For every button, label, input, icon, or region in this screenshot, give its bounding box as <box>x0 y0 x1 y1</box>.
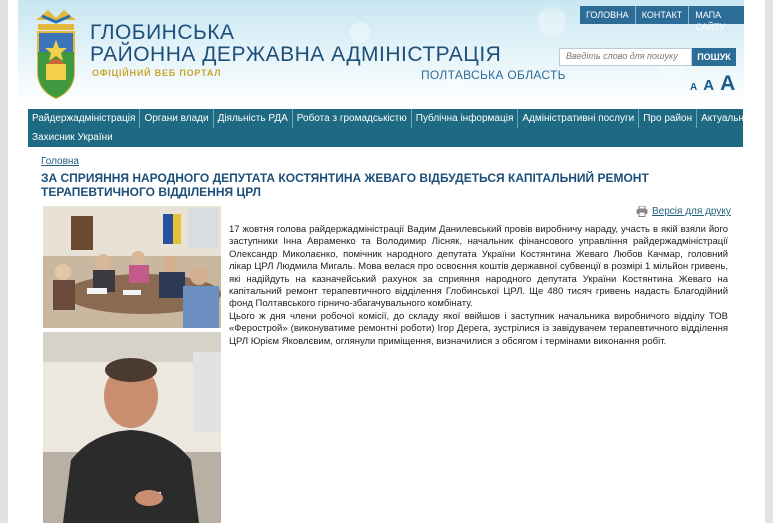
nav-row-1 <box>28 109 750 128</box>
site-title-line2: РАЙОННА ДЕРЖАВНА АДМІНІСТРАЦІЯ <box>90 43 502 66</box>
nav-item-administration[interactable]: Райдержадміністрація <box>28 109 140 128</box>
font-size-switcher <box>690 72 741 96</box>
top-link-home[interactable]: ГОЛОВНА <box>580 6 636 24</box>
nav-row-2 <box>28 128 743 147</box>
meeting-photo <box>43 206 221 328</box>
nav-item-activity[interactable]: Діяльність РДА <box>214 109 293 128</box>
portrait-photo <box>43 332 221 523</box>
article-paragraph: 17 жовтня голова райдержадміністрації Вадим Данилевський провів виробничу нараду, участь в якій взяли його заступники Інна Авраменко та Володимир Лісняк, начальник фінансового управління райдержадміністрації Олександр Миколаєнко, помічник народного депутата України Костянтина Жеваго Любов Качмар, головний лікар ЦРЛ Людмила Мигаль. Мова велася про освоєння коштів державної субвенції в розмірі 1 мільйон гривень, які надійдуть на казначейський рахунок за сприяння народного депутата України Костянтина Жеваго на капітальний ремонт терапевтичного відділення Глобинської ЦРЛ. Ще 480 тисяч гривень надасть Благодійний фонд Полтавського гірничо-збагачувального комбінату. <box>229 224 728 310</box>
printer-icon <box>636 206 648 217</box>
font-size-medium[interactable]: A <box>703 77 715 94</box>
top-link-contact[interactable]: КОНТАКТ <box>636 6 690 24</box>
breadcrumb-home[interactable]: Головна <box>41 156 79 167</box>
font-size-large[interactable]: A <box>720 72 736 95</box>
print-version-label: Версія для друку <box>652 206 731 217</box>
nav-item-about-district[interactable]: Про район <box>639 109 697 128</box>
nav-item-news[interactable]: Актуально <box>701 113 750 124</box>
nav-item-public-work[interactable]: Робота з громадськістю <box>293 109 412 128</box>
nav-item-public-info[interactable]: Публічна інформація <box>412 109 519 128</box>
nav-item-defender[interactable]: Захисник України <box>32 132 113 143</box>
main-navigation <box>28 109 750 147</box>
article-title: ЗА СПРИЯННЯ НАРОДНОГО ДЕПУТАТА КОСТЯНТИНА ЖЕВАГО ВІДБУДЕТЬСЯ КАПІТАЛЬНИЙ РЕМОНТ ТЕРАПЕВТИЧНОГО ВІДДІЛЕННЯ ЦРЛ <box>41 171 649 199</box>
region-label: ПОЛТАВСЬКА ОБЛАСТЬ <box>421 68 566 82</box>
search-button[interactable]: ПОШУК <box>692 48 736 66</box>
font-size-small[interactable]: A <box>690 82 698 93</box>
site-subtitle: ОФІЦІЙНИЙ ВЕБ ПОРТАЛ <box>92 68 222 78</box>
top-link-sitemap[interactable]: МАПА САЙТУ <box>695 10 726 32</box>
site-title-line1: ГЛОБИНСЬКА <box>90 21 235 44</box>
search-input[interactable]: Введіть слово для пошуку <box>559 48 692 66</box>
coat-of-arms-logo[interactable] <box>28 6 84 102</box>
print-version-link[interactable] <box>636 206 731 217</box>
article-paragraph: Цього ж дня члени робочої комісії, до складу якої ввійшов і заступник начальника виробничого відділу ТОВ «Ферострой» (виконуватиме ремонтні роботи) Ігор Дерега, зустрілися із завідувачем терапевтичного відділення ЦРЛ Юрієм Яковлєвим, оглянули приміщення, визначилися з обсягом і термінами виконання робіт. <box>229 310 728 347</box>
site-title[interactable] <box>90 22 501 66</box>
article-body <box>229 224 728 348</box>
nav-item-admin-services[interactable]: Адміністративні послуги <box>518 109 639 128</box>
nav-item-authorities[interactable]: Органи влади <box>140 109 213 128</box>
top-links <box>580 6 744 32</box>
main-content <box>28 147 743 523</box>
site-header <box>18 0 744 108</box>
